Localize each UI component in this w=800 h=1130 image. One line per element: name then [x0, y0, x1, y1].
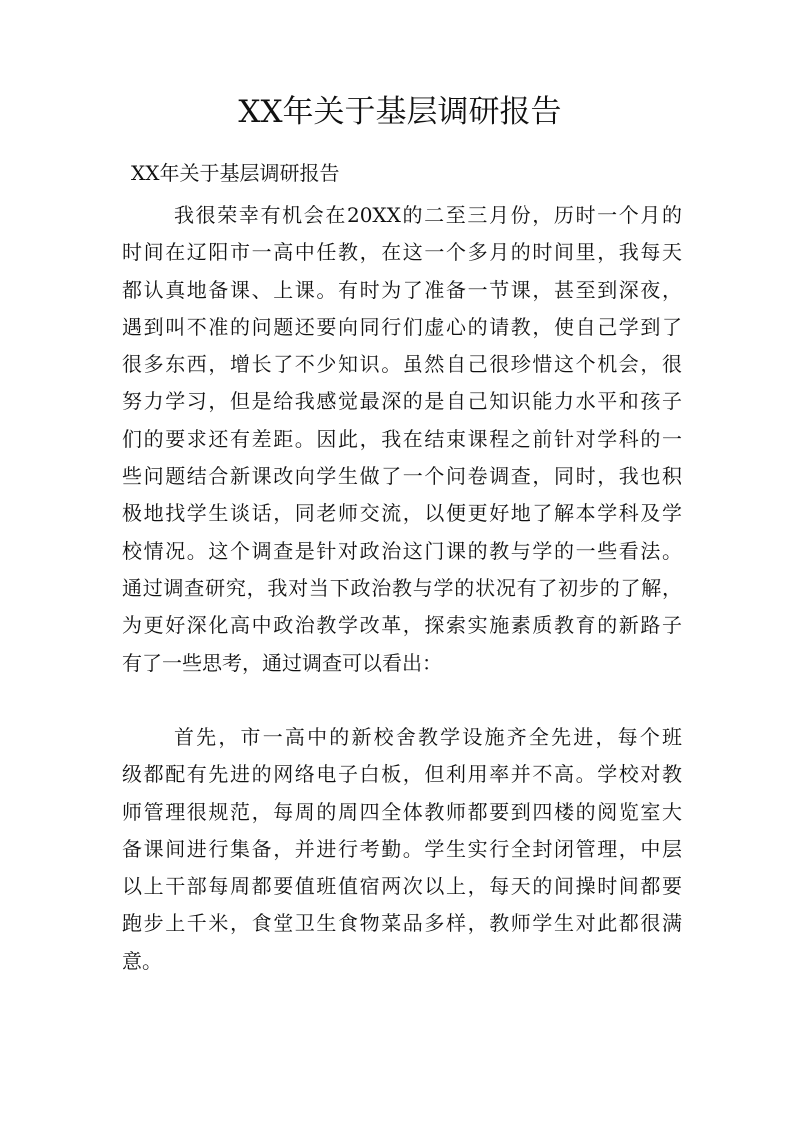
- paragraph-line: 通过调查研究，我对当下政治教与学的状况有了初步的了解，: [122, 575, 682, 600]
- paragraph-line: 校情况。这个调查是针对政治这门课的教与学的一些看法。: [122, 538, 682, 563]
- paragraph-line: 努力学习，但是给我感觉最深的是自己知识能力水平和孩子: [122, 389, 682, 414]
- paragraph-1: [122, 197, 682, 682]
- paragraph-line: 遇到叫不准的问题还要向同行们虚心的请教，使自己学到了: [122, 314, 682, 339]
- paragraph-line: 时间在辽阳市一高中任教，在这一个多月的时间里，我每天: [122, 240, 682, 265]
- paragraph-line: 我很荣幸有机会在20XX的二至三月份，历时一个月的: [174, 203, 682, 227]
- paragraph-line: 都认真地备课、上课。有时为了准备一节课，甚至到深夜，: [122, 277, 682, 302]
- paragraph-line: 首先，市一高中的新校舍教学设施齐全先进，每个班: [174, 725, 682, 749]
- paragraph-line: 以上干部每周都要值班值宿两次以上，每天的间操时间都要: [122, 874, 682, 899]
- paragraph-line: 们的要求还有差距。因此，我在结束课程之前针对学科的一: [122, 426, 682, 451]
- paragraph-line: 有了一些思考，通过调查可以看出：: [122, 650, 442, 675]
- paragraph-line: 些问题结合新课改向学生做了一个问卷调查，同时，我也积: [122, 464, 682, 489]
- paragraph-line: 很多东西，增长了不少知识。虽然自己很珍惜这个机会，很: [122, 352, 682, 377]
- paragraph-line: 为更好深化高中政治教学改革，探索实施素质教育的新路子: [122, 613, 682, 638]
- document-subtitle: XX年关于基层调研报告: [131, 161, 340, 185]
- paragraph-line: 师管理很规范，每周的周四全体教师都要到四楼的阅览室大: [122, 799, 682, 824]
- paragraph-line: 跑步上千米，食堂卫生食物菜品多样，教师学生对此都很满: [122, 911, 682, 936]
- paragraph-line: 备课间进行集备，并进行考勤。学生实行全封闭管理，中层: [122, 836, 682, 861]
- paragraph-2: [122, 719, 682, 980]
- document-title: XX年关于基层调研报告: [238, 94, 562, 130]
- paragraph-line: 级都配有先进的网络电子白板，但利用率并不高。学校对教: [122, 762, 682, 787]
- paragraph-line: 极地找学生谈话，同老师交流，以便更好地了解本学科及学: [122, 501, 682, 526]
- paragraph-line: 意。: [122, 948, 162, 973]
